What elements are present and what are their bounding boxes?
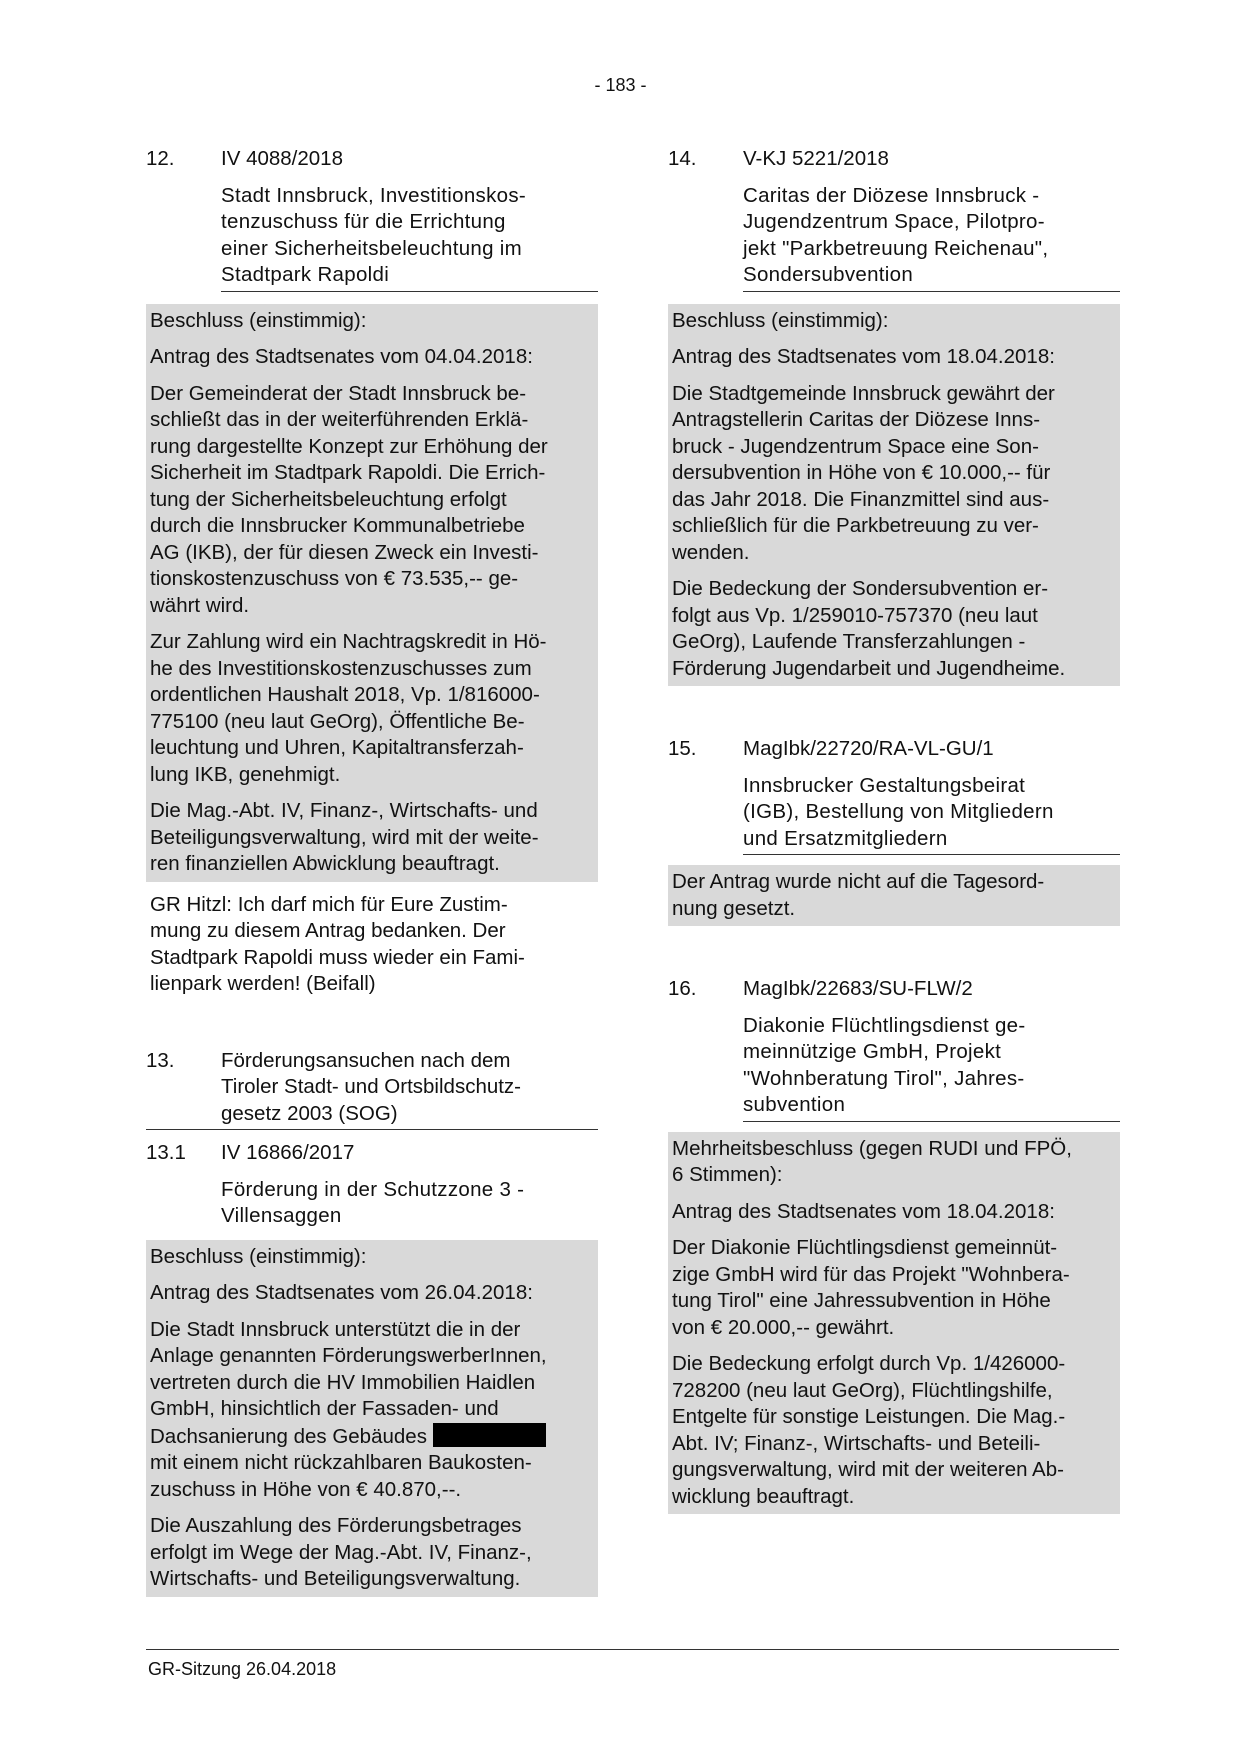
item-number: 16. — [668, 977, 697, 1000]
resolution-text: Zur Zahlung wird ein Nachtragskredit in Hö- he des Investitionskostenzuschusses zum ordentlichen Haushalt 2018, Vp. 1/816000- 775100 (neu laut GeOrg), Öffentliche Be- leuchtung und Uhren, Kapitaltransferzah- lung IKB, genehmigt. — [150, 630, 547, 786]
resolution-text: Die Stadt Innsbruck unterstützt die in der Anlage genannten FörderungswerberInnen, vertreten durch die HV Immobilien Haidlen GmbH, hinsichtlich der Fassaden- und Dachsanierung des Gebäudes mit einem nicht rückzahlbaren Baukosten- zuschuss in Höhe von € 40.870,--. — [150, 1317, 547, 1501]
item-number: 12. — [146, 147, 175, 170]
agenda-item-12 — [146, 146, 598, 998]
council-comment: GR Hitzl: Ich darf mich für Eure Zustim- mung zu diesem Antrag bedanken. Der Stadtpark Rapoldi muss wieder ein Fami- lienpark werden! (Beifall) — [150, 892, 525, 995]
item-number: 13.1 — [146, 1141, 186, 1164]
resolution-text: Der Diakonie Flüchtlingsdienst gemeinnüt- zige GmbH wird für das Projekt "Wohnbera- tung Tirol" eine Jahressubvention in Höhe von € 20.000,-- gewährt. — [672, 1236, 1070, 1339]
item-number: 14. — [668, 147, 697, 170]
status-note-box — [668, 865, 1120, 926]
item-title: Innsbrucker Gestaltungsbeirat (IGB), Bestellung von Mitgliedern und Ersatzmitgliedern — [743, 773, 1120, 856]
item-title: Diakonie Flüchtlingsdienst ge- meinnützige GmbH, Projekt "Wohnberatung Tirol", Jahres- subvention — [743, 1013, 1120, 1122]
resolution-box — [668, 1132, 1120, 1515]
resolution-type: Mehrheitsbeschluss (gegen RUDI und FPÖ, 6 Stimmen): — [672, 1136, 1072, 1186]
footer-divider — [146, 1649, 1119, 1650]
item-reference: MagIbk/22683/SU-FLW/2 — [743, 977, 973, 1000]
resolution-text: Die Bedeckung der Sondersubvention er- folgt aus Vp. 1/259010-757370 (neu laut GeOrg), Laufende Transferzahlungen - Förderung Jugendarbeit und Jugendheime. — [672, 577, 1066, 680]
footer-meeting-date: GR-Sitzung 26.04.2018 — [148, 1659, 337, 1679]
agenda-item-15 — [668, 736, 1120, 926]
item-reference: IV 4088/2018 — [221, 147, 343, 170]
motion-date: Antrag des Stadtsenates vom 18.04.2018: — [672, 1199, 1055, 1223]
motion-date: Antrag des Stadtsenates vom 18.04.2018: — [672, 345, 1055, 368]
item-title: Stadt Innsbruck, Investitionskos- tenzuschuss für die Errichtung einer Sicherheitsbeleuchtung im Stadtpark Rapoldi — [221, 183, 598, 292]
right-column — [668, 146, 1120, 1514]
agenda-item-16 — [668, 976, 1120, 1514]
motion-date: Antrag des Stadtsenates vom 04.04.2018: — [150, 345, 533, 368]
resolution-box — [146, 304, 598, 882]
item-reference: V-KJ 5221/2018 — [743, 147, 889, 170]
item-title: Förderungsansuchen nach dem Tiroler Stadt- und Ortsbildschutz- gesetz 2003 (SOG) — [221, 1048, 522, 1125]
resolution-text: Die Mag.-Abt. IV, Finanz-, Wirtschafts- und Beteiligungsverwaltung, wird mit der weite- ren finanziellen Abwicklung beauftragt. — [150, 799, 539, 875]
agenda-item-13 — [146, 1048, 598, 1131]
resolution-text: Die Stadtgemeinde Innsbruck gewährt der Antragstellerin Caritas der Diözese Inns- bruck - Jugendzentrum Space eine Son- dersubvention in Höhe von € 10.000,-- für das Jahr 2018. Die Finanzmittel sind aus- schließlich für die Parkbetreuung zu ver- wenden. — [672, 381, 1055, 564]
item-reference: IV 16866/2017 — [221, 1141, 355, 1164]
item-title: Förderung in der Schutzzone 3 - Villensaggen — [221, 1177, 525, 1227]
motion-date: Antrag des Stadtsenates vom 26.04.2018: — [150, 1281, 533, 1304]
status-note: Der Antrag wurde nicht auf die Tagesord- nung gesetzt. — [672, 870, 1045, 920]
agenda-item-14 — [668, 146, 1120, 686]
resolution-text: Die Bedeckung erfolgt durch Vp. 1/426000- 728200 (neu laut GeOrg), Flüchtlingshilfe, Entgelte für sonstige Leistungen. Die Mag.- Abt. IV; Finanz-, Wirtschafts- und Beteili- gungsverwaltung, wird mit der weiteren Ab- wicklung beauftragt. — [672, 1352, 1066, 1508]
resolution-type: Beschluss (einstimmig): — [672, 308, 889, 332]
item-reference: MagIbk/22720/RA-VL-GU/1 — [743, 737, 994, 760]
redacted-block — [433, 1423, 546, 1447]
item-title: Caritas der Diözese Innsbruck - Jugendzentrum Space, Pilotpro- jekt "Parkbetreuung Reichenau", Sondersubvention — [743, 183, 1120, 292]
resolution-text: Der Gemeinderat der Stadt Innsbruck be- schließt das in der weiterführenden Erklä- rung dargestellte Konzept zur Erhöhung der Sicherheit im Stadtpark Rapoldi. Die Errich- tung der Sicherheitsbeleuchtung erfolgt durch die Innsbrucker Kommunalbetriebe AG (IKB), der für diesen Zweck ein Investi- tionskostenzuschuss von € 73.535,-- ge- währt wird. — [150, 381, 548, 617]
resolution-box — [668, 304, 1120, 687]
resolution-type: Beschluss (einstimmig): — [150, 1244, 367, 1268]
item-number: 15. — [668, 737, 697, 760]
resolution-text: Die Auszahlung des Förderungsbetrages erfolgt im Wege der Mag.-Abt. IV, Finanz-, Wirtschafts- und Beteiligungsverwaltung. — [150, 1514, 532, 1590]
agenda-item-13-1 — [146, 1140, 598, 1597]
item-number: 13. — [146, 1048, 175, 1072]
left-column — [146, 146, 598, 1597]
resolution-box — [146, 1240, 598, 1597]
resolution-type: Beschluss (einstimmig): — [150, 308, 367, 332]
page-number: - 183 - — [594, 75, 647, 95]
